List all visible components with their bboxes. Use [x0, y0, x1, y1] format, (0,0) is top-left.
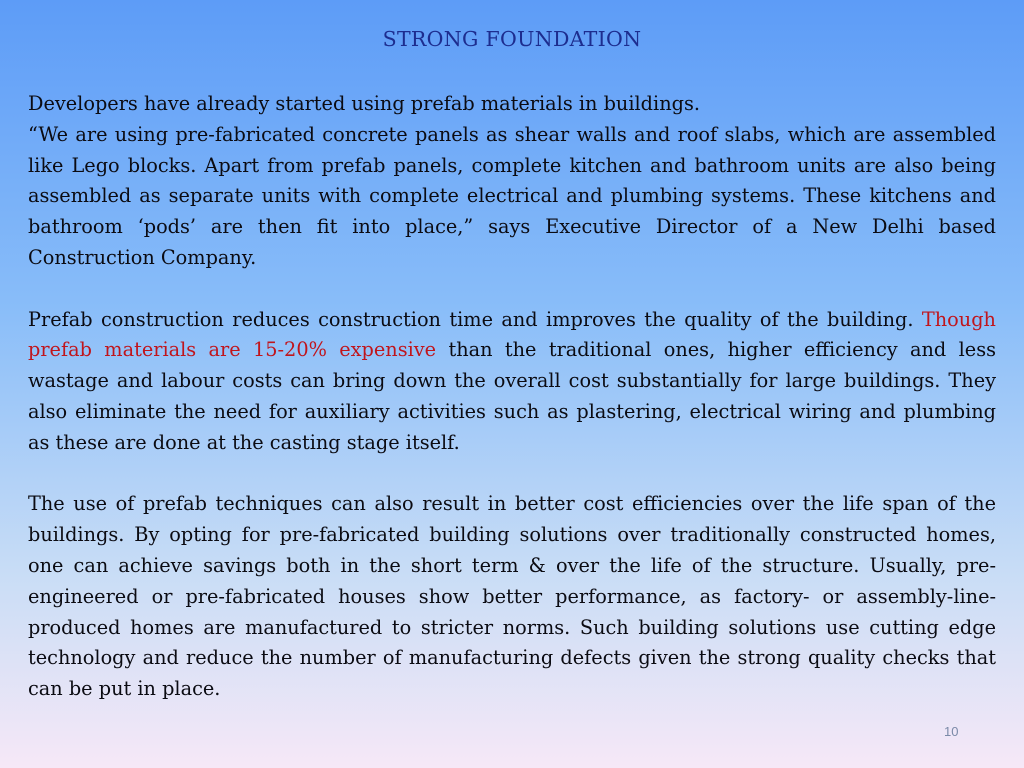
paragraph-gap [28, 274, 996, 305]
cost-highlight: Though prefab materials are 15-20% expensive [28, 307, 996, 362]
paragraph-quote [28, 120, 996, 274]
slide-body [28, 89, 996, 705]
paragraph-intro [28, 89, 996, 120]
paragraph-quote-text: “We are using pre-fabricated concrete panels as shear walls and roof slabs, which are assembled like Lego blocks. Apart from prefab panels, complete kitchen and bathroom units are also being assembled as separate units with complete electrical and plumbing systems. These kitchens and bathroom ‘pods’ are then fit into place,” says Executive Director of a New Delhi based Construction Company. [28, 122, 996, 269]
slide-title: STRONG FOUNDATION [382, 27, 642, 51]
paragraph-efficiency-text: The use of prefab techniques can also result in better cost efficiencies over the life span of the buildings. By opting for pre-fabricated building solutions over traditionally constructed homes, one can achieve savings both in the short term & over the life of the structure. Usually, pre-engineered or pre-fabricated houses show better performance, as factory- or assembly-line- produced homes are manufactured to stricter norms. Such building solutions use cutting edge technology and reduce the number of manufacturing defects given the strong quality checks that can be put in place. [28, 492, 996, 701]
paragraph-gap [28, 459, 996, 490]
paragraph-intro-text: Developers have already started using prefab materials in buildings. [28, 92, 700, 115]
page-number: 10 [944, 724, 959, 739]
paragraph-cost [28, 305, 996, 459]
paragraph-cost-intro: Prefab construction reduces construction time and improves the quality of the building. [28, 307, 914, 331]
paragraph-cost-rest: than the traditional ones, higher efficiency and less wastage and labour costs can bring down the overall cost substantially for large buildings. They also eliminate the need for auxiliary activities such as plastering, electrical wiring and plumbing as these are done at the casting stage itself. [28, 338, 996, 454]
paragraph-efficiency [28, 489, 996, 705]
